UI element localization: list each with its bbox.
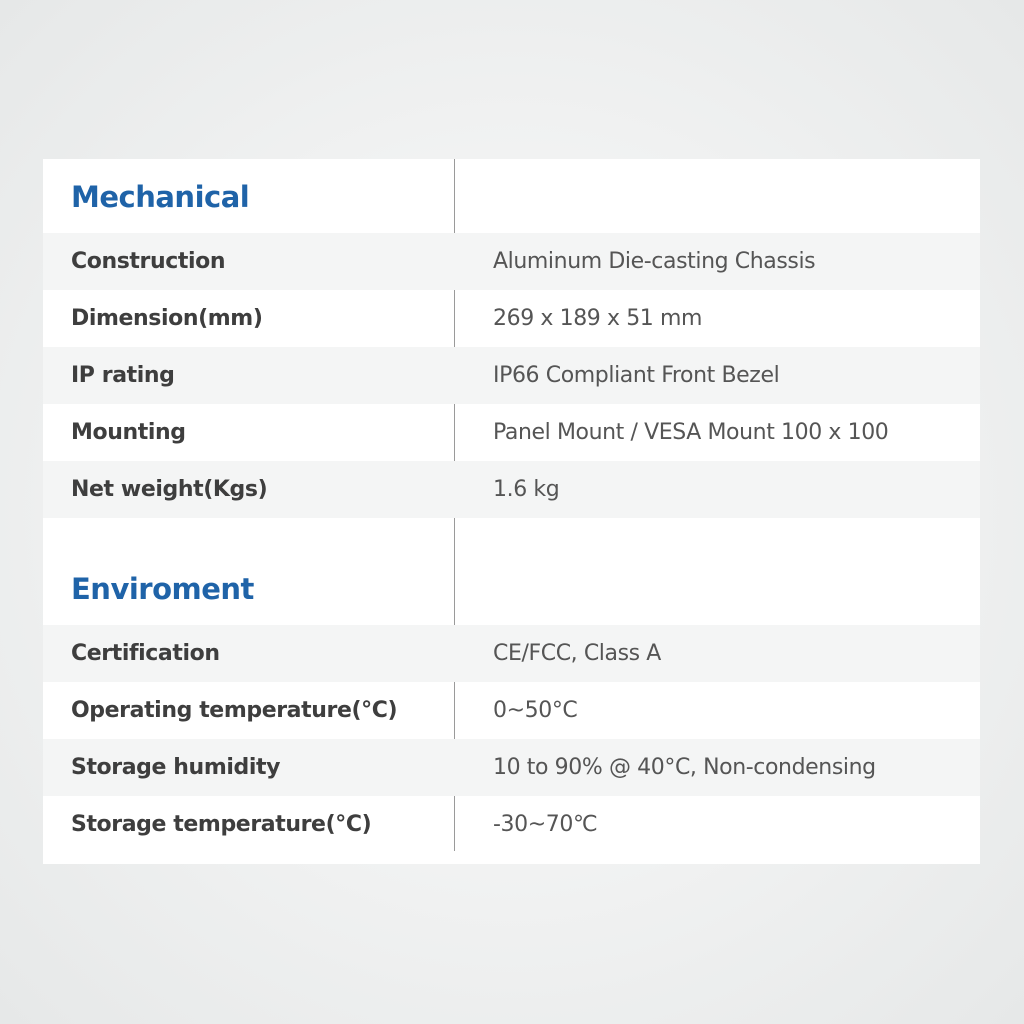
section-title-mechanical: Mechanical: [71, 180, 250, 214]
spec-row-operating-temperature: [43, 682, 980, 739]
spec-row-certification: [43, 625, 980, 682]
spec-row-mounting: [43, 404, 980, 461]
spec-value: Aluminum Die-casting Chassis: [493, 249, 816, 274]
spec-label: Dimension(mm): [71, 306, 263, 331]
spec-label: Storage humidity: [71, 755, 281, 780]
spec-label: Net weight(Kgs): [71, 477, 268, 502]
spec-value: -30~70℃: [493, 812, 598, 837]
spec-row-storage-humidity: [43, 739, 980, 796]
spec-value: IP66 Compliant Front Bezel: [493, 363, 780, 388]
section-title-enviroment: Enviroment: [71, 572, 254, 606]
spec-value: Panel Mount / VESA Mount 100 x 100: [493, 420, 889, 445]
spec-row-net-weight: [43, 461, 980, 518]
spec-value: CE/FCC, Class A: [493, 641, 661, 666]
spec-value: 269 x 189 x 51 mm: [493, 306, 703, 331]
spec-row-storage-temperature: [43, 796, 980, 853]
spec-value: 10 to 90% @ 40°C, Non-condensing: [493, 755, 876, 780]
spec-label: Mounting: [71, 420, 186, 445]
spec-row-dimension: [43, 290, 980, 347]
spec-label: Construction: [71, 249, 226, 274]
spec-value: 1.6 kg: [493, 477, 560, 502]
spec-row-construction: [43, 233, 980, 290]
spec-row-ip-rating: [43, 347, 980, 404]
spec-label: Storage temperature(°C): [71, 812, 372, 837]
spec-table: [43, 159, 980, 864]
spec-label: Operating temperature(°C): [71, 698, 398, 723]
spec-label: Certification: [71, 641, 220, 666]
spec-label: IP rating: [71, 363, 175, 388]
spec-value: 0~50°C: [493, 698, 578, 723]
